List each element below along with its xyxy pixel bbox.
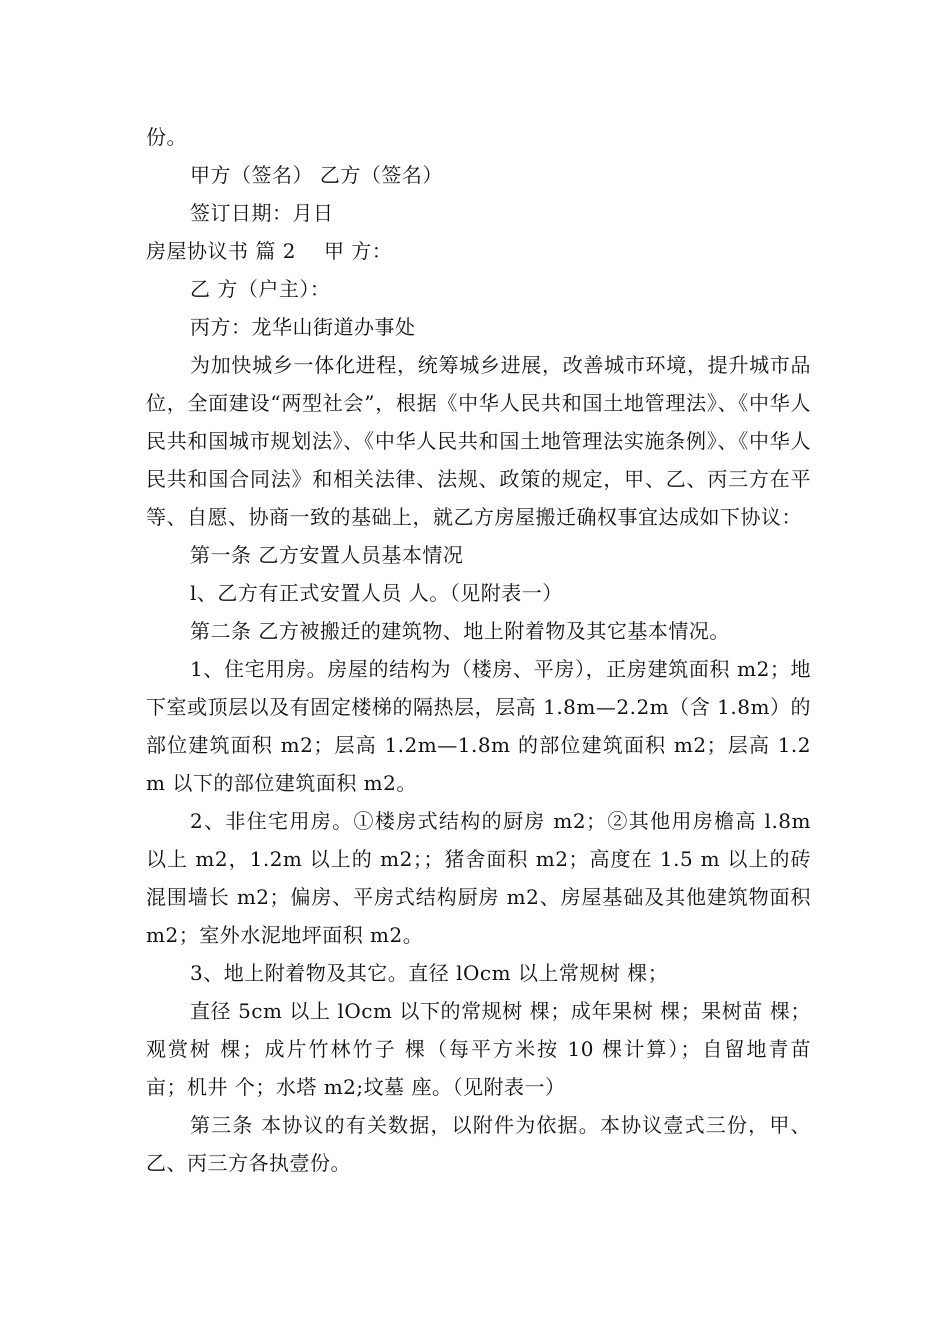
- article-2-item-3: 3、地上附着物及其它。直径 lOcm 以上常规树 棵；: [190, 961, 669, 985]
- party-b-label: 乙 方（户主）：: [190, 277, 331, 301]
- signing-date: 签订日期：月日: [190, 201, 334, 225]
- article-2-item-2: 2、非住宅用房。①楼房式结构的厨房 m2；②其他用房檐高 l.8m 以上 m2，1.2m 以上的 m2；；猪舍面积 m2；高度在 1.5 m 以上的砖混围墙长 m2；偏房、平房式结构厨房 m2、房屋基础及其他建筑物面积 m2；室外水泥地坪面积 m2。: [146, 809, 811, 947]
- article-1-heading: 第一条 乙方安置人员基本情况: [190, 543, 464, 567]
- paragraph-continuation: 份。: [146, 125, 187, 149]
- document-body: [146, 118, 811, 1182]
- signature-line: 甲方（签名） 乙方（签名）: [190, 163, 443, 187]
- section-title: 房屋协议书 篇 2: [146, 239, 296, 263]
- article-1-item: l、乙方有正式安置人员 人。（见附表一）: [190, 581, 563, 605]
- party-a-label: 甲 方：: [323, 239, 393, 263]
- article-2-item-1: 1、住宅用房。房屋的结构为（楼房、平房），正房建筑面积 m2；地下室或顶层以及有固定楼梯的隔热层，层高 1.8m—2.2m（含 1.8m）的部位建筑面积 m2；层高 1.2m—1.8m 的部位建筑面积 m2；层高 1.2m 以下的部位建筑面积 m2。: [146, 657, 811, 795]
- section-heading-row: [146, 232, 811, 270]
- article-2-heading: 第二条 乙方被搬迁的建筑物、地上附着物及其它基本情况。: [190, 619, 730, 643]
- preamble-paragraph: 为加快城乡一体化进程，统筹城乡进展，改善城市环境，提升城市品位，全面建设“两型社会”，根据《中华人民共和国土地管理法》、《中华人民共和国城市规划法》、《中华人民共和国土地管理法实施条例》、《中华人民共和国合同法》和相关法律、法规、政策的规定，甲、乙、丙三方在平等、自愿、协商一致的基础上，就乙方房屋搬迁确权事宜达成如下协议：: [146, 353, 811, 529]
- party-c-label: 丙方：龙华山街道办事处: [190, 315, 416, 339]
- article-2-item-3-continued: 直径 5cm 以上 lOcm 以下的常规树 棵；成年果树 棵；果树苗 棵；观赏树 棵；成片竹林竹子 棵（每平方米按 10 棵计算）；自留地青苗 亩；机井 个；水塔 m2;坟墓 座。（见附表一）: [146, 999, 811, 1099]
- article-3-paragraph: 第三条 本协议的有关数据，以附件为依据。本协议壹式三份，甲、乙、丙三方各执壹份。: [146, 1113, 811, 1175]
